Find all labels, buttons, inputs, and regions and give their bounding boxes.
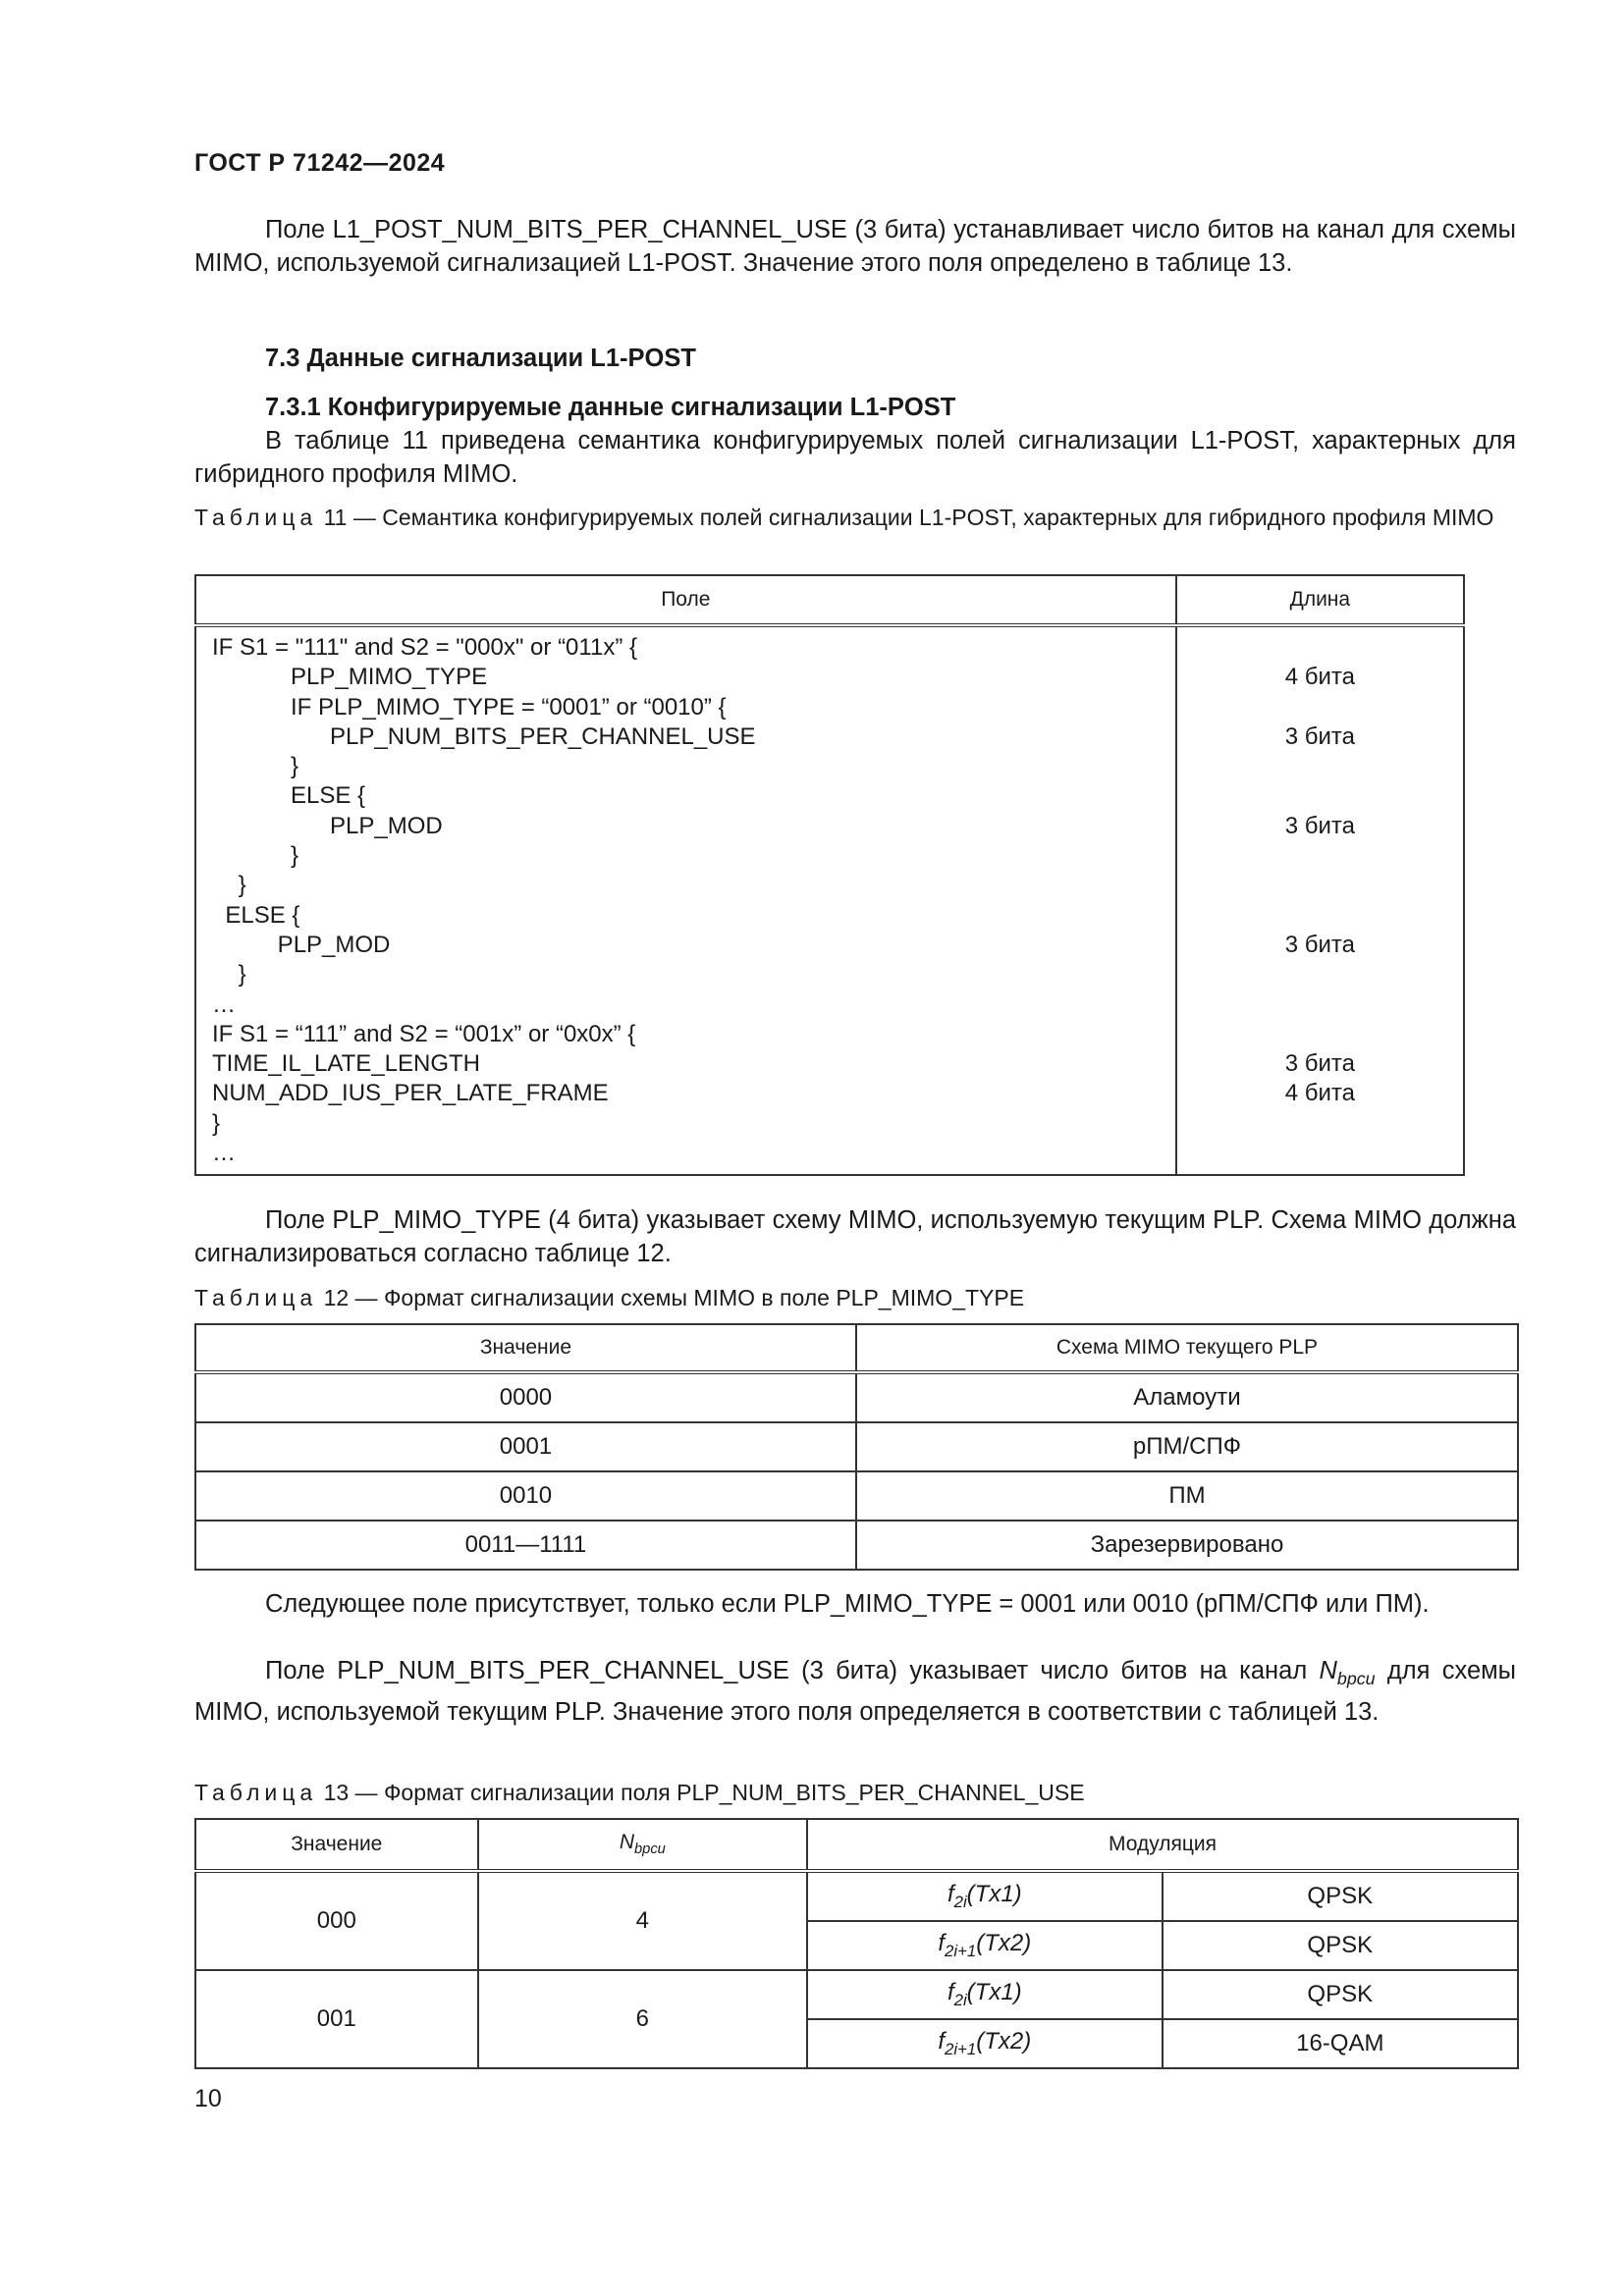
code-line: ELSE { — [212, 901, 300, 929]
length-line: 4 бита — [1284, 664, 1355, 691]
code-line: } — [212, 753, 299, 780]
table-11-header-length: Длина — [1176, 575, 1464, 625]
length-line: 4 бита — [1284, 1080, 1355, 1107]
table-13-modulation: 16-QAM — [1163, 2019, 1518, 2068]
following-field-paragraph: Следующее поле присутствует, только если PLP_MIMO_TYPE = 0001 или 0010 (рПМ/СПФ или ПМ). — [265, 1590, 1430, 1618]
table-row — [195, 1871, 1518, 1921]
table-12-scheme: Аламоути — [856, 1372, 1518, 1422]
page-number: 10 — [194, 2085, 222, 2112]
table-13-header-n: $N_{bpcu}$ — [478, 1819, 807, 1871]
table-13-modulation: QPSK — [1163, 1871, 1518, 1921]
length-line — [1177, 1020, 1463, 1049]
table-12-scheme: ПМ — [856, 1471, 1518, 1521]
length-line: 3 бита — [1284, 812, 1355, 839]
table-12-scheme: Зарезервировано — [856, 1521, 1518, 1570]
table-13-value: 001 — [195, 1970, 478, 2068]
table-13-header-value: Значение — [195, 1819, 478, 1871]
num-bits-paragraph: Поле PLP_NUM_BITS_PER_CHANNEL_USE (3 бита) указывает число битов на канал $N_{bpcu}$ для схемы MIMO, используемой текущим PLP. Значение этого поля определяется в соответствии с таблицей 13. — [194, 1657, 1516, 1727]
length-line — [1177, 693, 1463, 722]
code-line: PLP_MIMO_TYPE — [212, 664, 488, 691]
table-13-header-modulation: Модуляция — [807, 1819, 1518, 1871]
length-line — [1177, 990, 1463, 1020]
table-13-value: 000 — [195, 1871, 478, 1970]
table-row — [195, 1422, 1518, 1471]
length-line — [1177, 960, 1463, 989]
table-13-caption: Таблица 13 — Формат сигнализации поля PLP_NUM_BITS_PER_CHANNEL_USE — [194, 1780, 1085, 1805]
length-line: 3 бита — [1284, 1050, 1355, 1078]
table-13-modulation: QPSK — [1163, 1921, 1518, 1970]
table-12-header-value: Значение — [195, 1324, 856, 1372]
code-line: PLP_MOD — [212, 812, 443, 839]
table-11-caption: Таблица 11 — Семантика конфигурируемых полей сигнализации L1-POST, характерных для гибридного профиля MIMO — [194, 505, 1494, 530]
length-line: 3 бита — [1284, 931, 1355, 958]
table-12-value: 0011—1111 — [195, 1521, 856, 1570]
table-12-scheme: рПМ/СПФ — [856, 1422, 1518, 1471]
table-12-value: 0000 — [195, 1372, 856, 1422]
length-line — [1177, 841, 1463, 871]
section-heading-7-3-1: 7.3.1 Конфигурируемые данные сигнализации L1-POST — [265, 394, 956, 421]
table-11-header-field: Поле — [195, 575, 1176, 625]
section-7-3-1-paragraph: В таблице 11 приведена семантика конфигурируемых полей сигнализации L1-POST, характерных для гибридного профиля MIMO. — [194, 427, 1516, 488]
length-line — [1177, 633, 1463, 663]
table-row — [195, 1372, 1518, 1422]
table-13-function: $f_{2i+1}(Tx2)$ — [807, 1921, 1162, 1970]
table-13-function: $f_{2i+1}(Tx2)$ — [807, 2019, 1162, 2068]
table-11 — [194, 574, 1465, 1176]
intro-paragraph: Поле L1_POST_NUM_BITS_PER_CHANNEL_USE (3 бита) устанавливает число битов на канал для схемы MIMO, используемой сигнализацией L1-POST. Значение этого поля определено в таблице 13. — [194, 216, 1516, 277]
table-row — [195, 1970, 1518, 2019]
length-line — [1177, 871, 1463, 900]
length-line — [1177, 1139, 1463, 1168]
code-line: … — [212, 1140, 236, 1167]
mimo-type-paragraph: Поле PLP_MIMO_TYPE (4 бита) указывает схему MIMO, используемую текущим PLP. Схема MIMO должна сигнализироваться согласно таблице 12. — [194, 1206, 1516, 1267]
document-header: ГОСТ Р 71242—2024 — [194, 149, 446, 177]
length-line — [1177, 901, 1463, 931]
length-line — [1177, 781, 1463, 811]
code-line: NUM_ADD_IUS_PER_LATE_FRAME — [212, 1080, 609, 1107]
table-12 — [194, 1323, 1519, 1571]
section-heading-7-3: 7.3 Данные сигнализации L1-POST — [265, 345, 696, 372]
length-line — [1177, 752, 1463, 781]
code-line: } — [212, 961, 246, 988]
table-13 — [194, 1818, 1519, 2069]
table-13-modulation: QPSK — [1163, 1970, 1518, 2019]
table-12-value: 0010 — [195, 1471, 856, 1521]
code-line: IF PLP_MIMO_TYPE = “0001” or “0010” { — [212, 693, 727, 721]
table-12-caption: Таблица 12 — Формат сигнализации схемы MIMO в поле PLP_MIMO_TYPE — [194, 1285, 1025, 1310]
table-12-header-scheme: Схема MIMO текущего PLP — [856, 1324, 1518, 1372]
code-line: IF S1 = "111" and S2 = "000x" or “011x” { — [212, 634, 637, 661]
table-12-value: 0001 — [195, 1422, 856, 1471]
code-line: PLP_MOD — [212, 931, 391, 958]
code-line: TIME_IL_LATE_LENGTH — [212, 1050, 480, 1078]
table-row — [195, 1471, 1518, 1521]
table-11-length-cell — [1176, 625, 1464, 1175]
table-row — [195, 1521, 1518, 1570]
length-line — [1177, 1109, 1463, 1139]
length-line: 3 бита — [1284, 722, 1355, 750]
code-line: } — [212, 842, 299, 870]
table-13-function: $f_{2i}(Tx1)$ — [807, 1871, 1162, 1921]
code-line: PLP_NUM_BITS_PER_CHANNEL_USE — [212, 722, 756, 750]
code-line: } — [212, 872, 246, 899]
code-line: ELSE { — [212, 782, 366, 810]
table-13-n: 4 — [478, 1871, 807, 1970]
table-13-n: 6 — [478, 1970, 807, 2068]
table-11-code-cell — [195, 625, 1176, 1175]
code-line: … — [212, 990, 236, 1018]
code-line: } — [212, 1109, 221, 1137]
table-13-function: $f_{2i}(Tx1)$ — [807, 1970, 1162, 2019]
code-line: IF S1 = “111” and S2 = “001x” or “0x0x” { — [212, 1020, 636, 1047]
